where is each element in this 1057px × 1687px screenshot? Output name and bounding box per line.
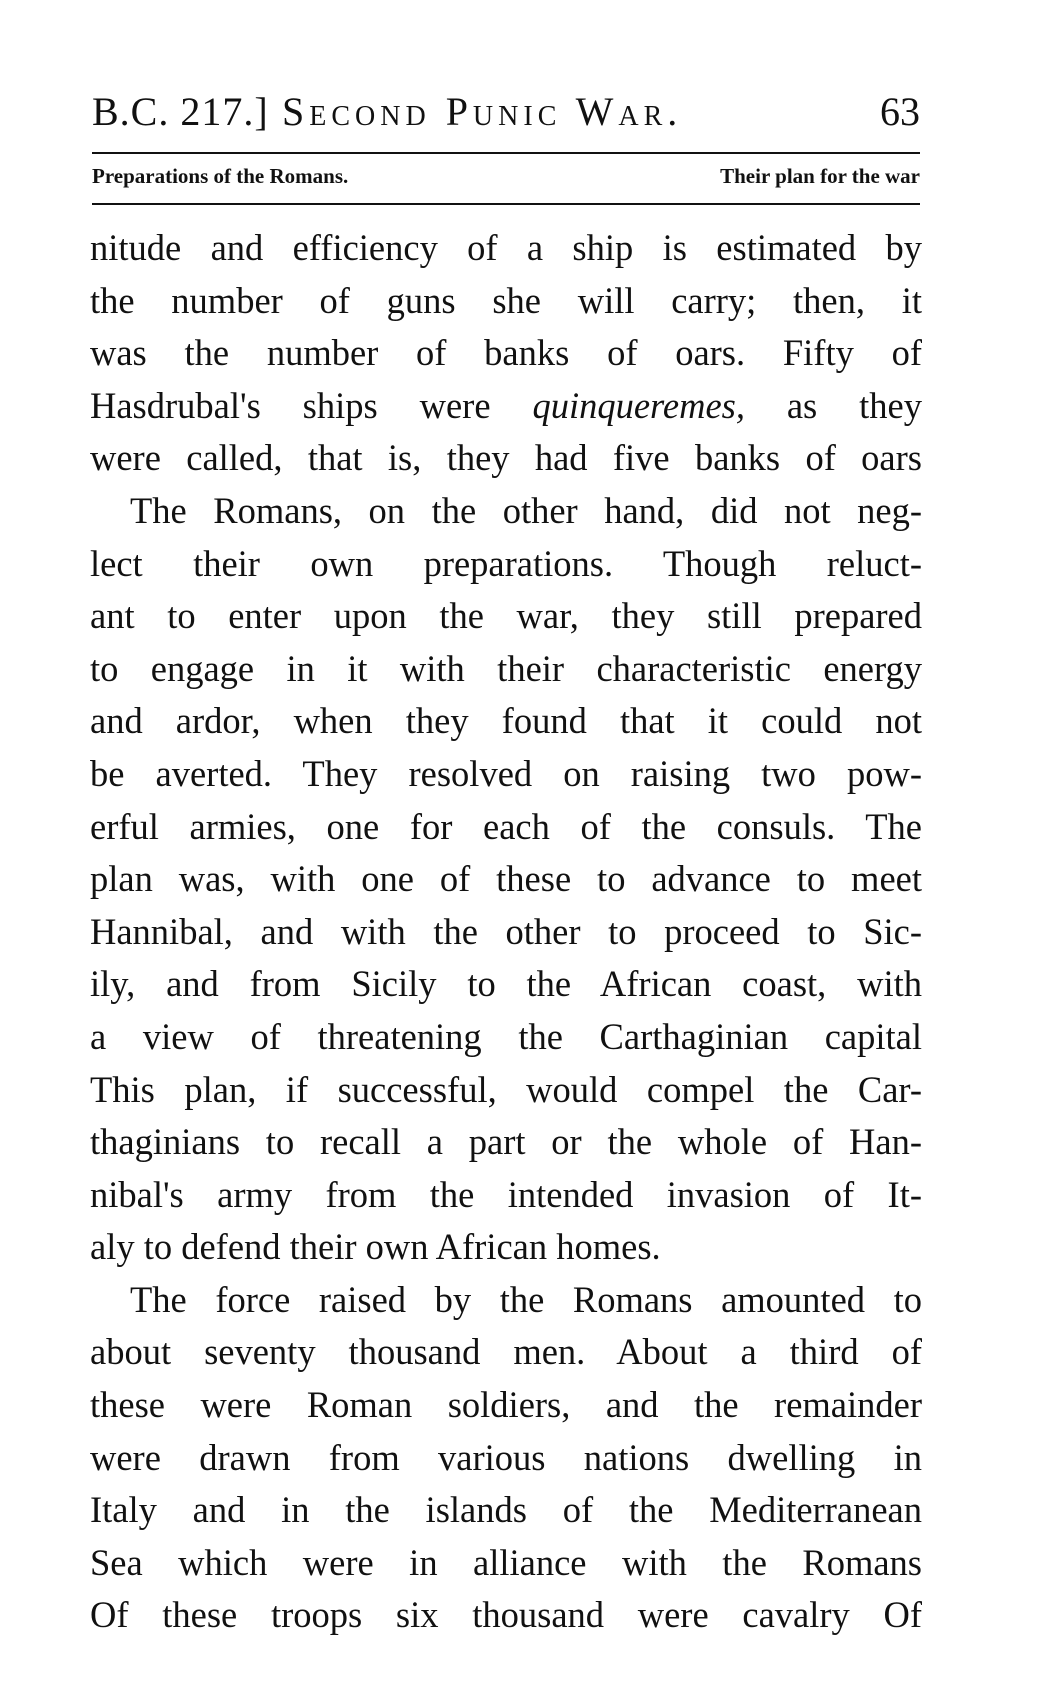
text-line: nitude and efficiency of a ship is estimated by <box>90 227 922 268</box>
text-line: nibal's army from the intended invasion of It- <box>90 1173 922 1215</box>
text-line: about seventy thousand men. About a third of <box>90 1331 922 1373</box>
text-line: were drawn from various nations dwelling in <box>90 1436 922 1478</box>
header-title: Second Punic War. <box>282 89 683 134</box>
running-head <box>92 88 920 138</box>
paragraph-start-line: The Romans, on the other hand, did not neg- <box>130 489 922 531</box>
text-line: Of these troops six thousand were cavalry Of <box>90 1594 922 1636</box>
text-line: were called, that is, they had five banks of oars <box>90 437 922 479</box>
text-line: was the number of banks of oars. Fifty of <box>90 332 922 374</box>
text-line: the number of guns she will carry; then, it <box>90 279 922 321</box>
text-line: be averted. They resolved on raising two pow- <box>90 752 922 794</box>
text-line: a view of threatening the Carthaginian capital <box>90 1015 922 1057</box>
text-line: to engage in it with their characteristic energy <box>90 647 922 689</box>
paragraph-start-line: The force raised by the Romans amounted to <box>130 1278 922 1320</box>
text-line: ily, and from Sicily to the African coast, with <box>90 963 922 1005</box>
sidenote-left: Preparations of the Romans. <box>92 164 349 188</box>
sidenote-bar <box>92 164 920 196</box>
header-rule-top <box>92 152 920 154</box>
text-line-end: as they <box>744 384 922 426</box>
text-line: Sea which were in alliance with the Romans <box>90 1541 922 1583</box>
text-line: ant to enter upon the war, they still prepared <box>90 595 922 637</box>
italic-term: quinqueremes, <box>532 384 745 426</box>
paragraph-end-line: aly to defend their own African homes. <box>90 1226 661 1268</box>
text-line: Italy and in the islands of the Mediterranean <box>90 1489 922 1531</box>
sidenote-right: Their plan for the war <box>720 164 920 188</box>
header-rule-bottom <box>92 203 920 205</box>
text-line-start: Hasdrubal's ships were <box>90 384 533 426</box>
text-line: erful armies, one for each of the consuls. The <box>90 805 922 847</box>
text-line: Hannibal, and with the other to proceed to Sic- <box>90 910 922 952</box>
text-line: these were Roman soldiers, and the remainder <box>90 1384 922 1426</box>
header-date: B.C. 217.] <box>92 89 269 134</box>
text-line: and ardor, when they found that it could not <box>90 700 922 742</box>
text-line: plan was, with one of these to advance to meet <box>90 858 922 900</box>
text-line: This plan, if successful, would compel the Car- <box>90 1068 922 1110</box>
text-line-with-italic <box>90 380 922 433</box>
page-number: 63 <box>880 89 920 134</box>
text-line: lect their own preparations. Though reluct- <box>90 542 922 584</box>
text-line: thaginians to recall a part or the whole of Han- <box>90 1121 922 1163</box>
body-text <box>90 222 922 1642</box>
